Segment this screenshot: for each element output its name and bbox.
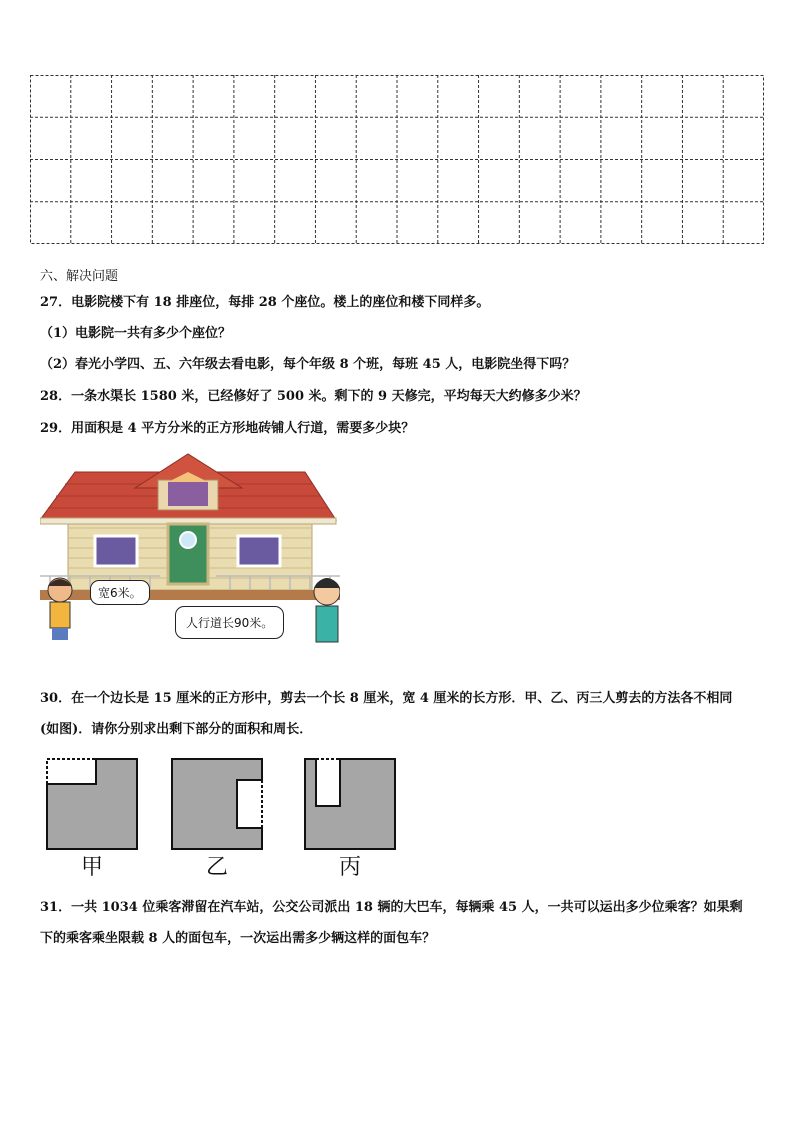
figure-label-bing: 丙 — [338, 855, 361, 880]
problem-30-line1: 30．在一个边长是 15 厘米的正方形中，剪去一个长 8 厘米，宽 4 厘米的长方形．甲、乙、丙三人剪去的方法各不相同 — [40, 691, 733, 706]
problem-30-line2: (如图)．请你分别求出剩下部分的面积和周长． — [40, 722, 313, 737]
problem-29: 29．用面积是 4 平方分米的正方形地砖铺人行道，需要多少块？ — [40, 421, 415, 436]
speech-bubble-width: 宽6米。 — [90, 580, 150, 605]
figure-label-yi: 乙 — [205, 855, 228, 880]
figure-jia — [46, 758, 138, 850]
problem-28: 28．一条水渠长 1580 米，已经修好了 500 米。剩下的 9 天修完，平均每天大约修多少米？ — [40, 389, 587, 404]
problem-31-line2: 下的乘客乘坐限载 8 人的面包车，一次运出需多少辆这样的面包车？ — [40, 931, 436, 946]
figure-label-jia: 甲 — [80, 855, 103, 880]
writing-grid — [30, 75, 764, 244]
problem-27-stem: 27．电影院楼下有 18 排座位，每排 28 个座位。楼上的座位和楼下同样多。 — [40, 295, 490, 310]
problem-31-line1: 31．一共 1034 位乘客滞留在汽车站，公交公司派出 18 辆的大巴车，每辆乘 45 人，一共可以运出多少位乘客？如果剩 — [40, 900, 743, 915]
problem-27-q1: （1）电影院一共有多少个座位？ — [40, 326, 232, 341]
figure-yi — [171, 758, 263, 850]
problem-27-q2: （2）春光小学四、五、六年级去看电影，每个年级 8 个班，每班 45 人，电影院坐得下吗？ — [40, 357, 576, 372]
figure-bing — [304, 758, 396, 850]
section-title: 六、解决问题 — [40, 269, 119, 284]
speech-bubble-length: 人行道长90米。 — [175, 606, 284, 639]
